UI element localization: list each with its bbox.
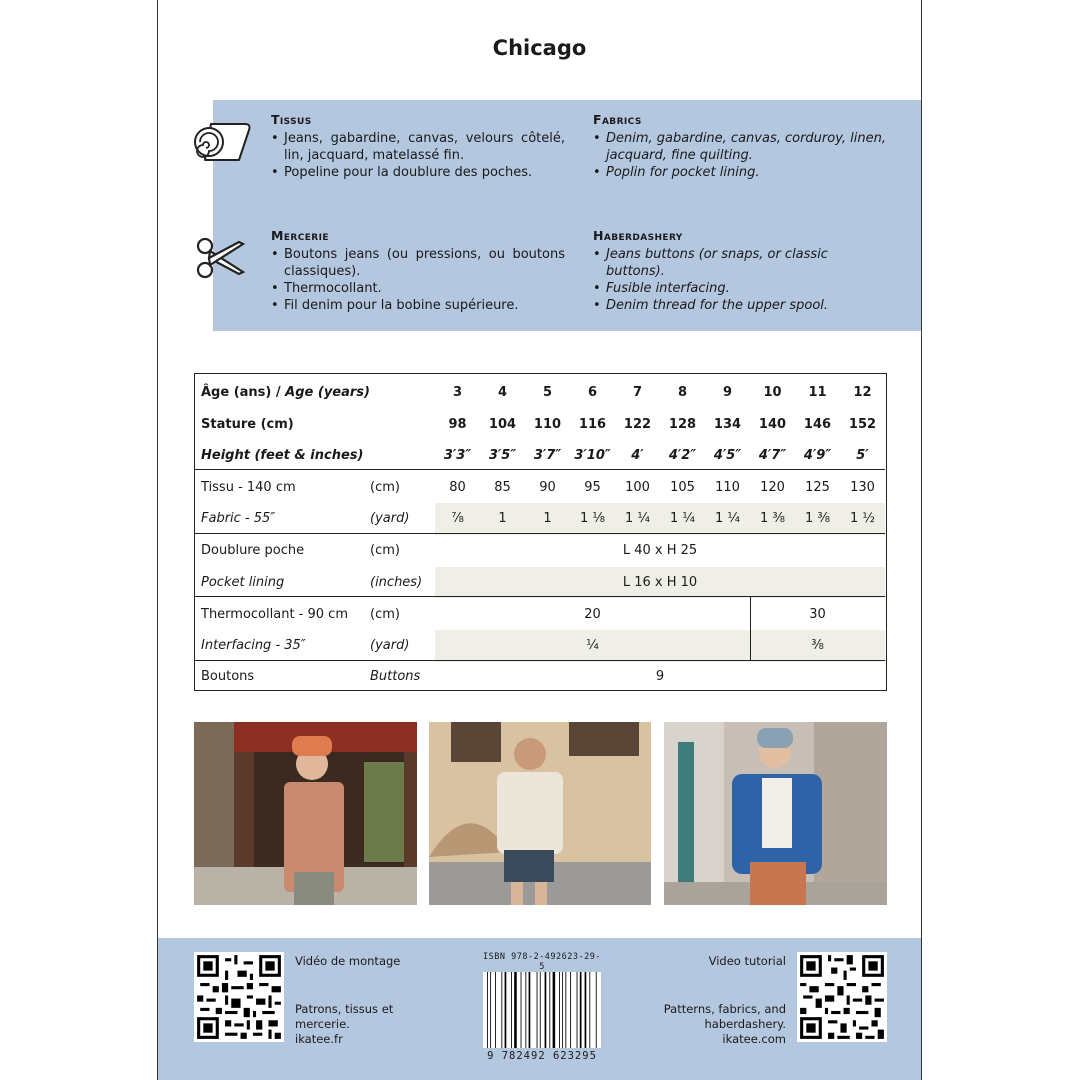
interfacing-en-unit: (yard)	[370, 638, 410, 653]
fabric-yard-cell: 1 ⅜	[804, 511, 830, 526]
ages-cell: 12	[853, 385, 872, 400]
fabrics-en-heading: Fabrics	[593, 112, 642, 127]
materials-panel	[213, 100, 922, 331]
table-row-stature	[195, 409, 885, 441]
height-cell: 4′5″	[713, 448, 742, 463]
table-row-lining-in	[195, 567, 885, 599]
buttons-en-label: Buttons	[370, 668, 421, 684]
table-row-age	[195, 377, 885, 409]
fabric-yard-cell: 1 ⅜	[759, 511, 785, 526]
footer-panel	[158, 938, 922, 1080]
list-item: • Fil denim pour la bobine supérieure.	[271, 297, 565, 314]
fabric-en-label: Fabric - 55″	[201, 511, 276, 526]
list-item: • Poplin for pocket lining.	[593, 164, 889, 181]
list-item: • Jeans buttons (or snaps, or classic buttons).	[593, 246, 889, 280]
isbn-barcode-block	[483, 952, 601, 1062]
haberdashery-en-section	[593, 227, 889, 314]
height-cell: 4′2″	[668, 448, 697, 463]
table-row-interfacing-cm	[195, 599, 885, 631]
ages-cell: 9	[722, 385, 733, 400]
shop-fr-text	[295, 1002, 393, 1047]
buttons-fr-label: Boutons	[201, 668, 255, 684]
page-title: Chicago	[492, 36, 587, 60]
fabric-yard-cell: ⅞	[451, 511, 464, 526]
height-cell: 3′5″	[488, 448, 517, 463]
haberdashery-fr-heading: Mercerie	[271, 228, 329, 243]
haberdashery-en-heading: Haberdashery	[593, 228, 683, 243]
lining-en-unit: (inches)	[370, 574, 423, 590]
stature-cell: 146	[803, 416, 832, 432]
fabric-cm-cell: 110	[715, 479, 740, 495]
fabric-yard-cell: 1 ½	[849, 511, 875, 526]
interfacing-yard-small: ¼	[586, 638, 599, 653]
table-row-fabric-cm	[195, 472, 885, 504]
list-item: • Thermocollant.	[271, 280, 565, 297]
list-item: • Denim thread for the upper spool.	[593, 297, 889, 314]
stature-cell: 152	[848, 416, 877, 432]
shop-fr-line1: Patrons, tissus et	[295, 1002, 394, 1016]
height-cell: 4′9″	[803, 448, 832, 463]
stature-cell: 110	[533, 416, 562, 432]
height-cell: 3′10″	[574, 448, 611, 463]
fabric-yard-cell: 1	[498, 511, 507, 526]
fabric-cm-cell: 95	[584, 479, 601, 495]
table-row-fabric-yard	[195, 503, 885, 535]
lining-fr-label: Doublure poche	[201, 543, 305, 558]
fabric-yard-cell: 1 ¼	[669, 511, 695, 526]
fabric-cm-cell: 125	[805, 479, 830, 495]
height-cell: 4′	[631, 448, 644, 463]
table-row-buttons	[195, 661, 885, 693]
shop-fr-line2: mercerie.	[295, 1017, 350, 1031]
buttons-count: 9	[655, 668, 665, 684]
ages-cell: 5	[542, 385, 553, 400]
ages-cell: 8	[677, 385, 688, 400]
video-en-label: Video tutorial	[708, 954, 786, 968]
shop-en-text	[648, 1002, 786, 1047]
interfacing-cm-large: 30	[809, 606, 826, 622]
fabric-roll-icon	[193, 118, 253, 164]
stature-cell: 116	[578, 416, 607, 432]
stature-cell: 128	[668, 416, 697, 432]
list-item: • Popeline pour la doublure des poches.	[271, 164, 565, 181]
isbn-label: ISBN 978-2-492623-29-5	[483, 952, 601, 972]
size-table	[194, 373, 887, 691]
table-row-lining-cm	[195, 535, 885, 567]
stature-cell: 134	[713, 416, 742, 432]
age-label-fr: Âge (ans) /	[201, 385, 286, 400]
stature-cell: 98	[448, 416, 467, 432]
fabric-yard-cell: 1 ¼	[624, 511, 650, 526]
photo-boy-pink-jacket	[194, 722, 417, 905]
scissors-icon	[195, 236, 247, 280]
fabric-cm-cell: 120	[760, 479, 785, 495]
fabrics-fr-section	[271, 111, 565, 181]
table-row-interfacing-yard	[195, 630, 885, 662]
stature-cell: 122	[623, 416, 652, 432]
list-item: • Jeans, gabardine, canvas, velours côtelé, lin, jacquard, matelassé fin.	[271, 130, 565, 164]
shop-en-line2: haberdashery.	[704, 1017, 786, 1031]
interfacing-yard-large: ⅜	[811, 638, 824, 653]
height-cell: 5′	[856, 448, 869, 463]
stature-label: Stature (cm)	[201, 416, 294, 432]
interfacing-cm-small: 20	[584, 606, 601, 622]
ages-cell: 6	[587, 385, 598, 400]
isbn-number: 9 782492 623295	[487, 1050, 597, 1062]
ages-cell: 11	[808, 385, 827, 400]
fabric-cm-cell: 100	[625, 479, 650, 495]
stature-cell: 140	[758, 416, 787, 432]
ages-cell: 7	[632, 385, 643, 400]
list-item: • Fusible interfacing.	[593, 280, 889, 297]
height-cell: 4′7″	[758, 448, 787, 463]
lining-fr-unit: (cm)	[370, 543, 400, 558]
photo-girl-white-jacket	[429, 722, 651, 905]
site-en-link[interactable]: ikatee.com	[722, 1032, 786, 1046]
fabric-fr-unit: (cm)	[370, 479, 400, 495]
height-cell: 3′7″	[533, 448, 562, 463]
interfacing-fr-label: Thermocollant - 90 cm	[201, 606, 348, 622]
photo-girl-denim-jacket	[664, 722, 887, 905]
lining-cm-value: L 40 x H 25	[622, 543, 698, 558]
age-label-en: Age (years)	[285, 385, 370, 400]
height-label: Height (feet & inches)	[201, 448, 364, 463]
site-fr-link[interactable]: ikatee.fr	[295, 1032, 343, 1046]
fabric-cm-cell: 90	[539, 479, 556, 495]
pattern-back-page	[157, 0, 922, 1080]
fabrics-fr-heading: Tissus	[271, 112, 312, 127]
fabric-en-unit: (yard)	[370, 511, 410, 526]
table-row-height	[195, 440, 885, 472]
height-cell: 3′3″	[443, 448, 472, 463]
interfacing-fr-unit: (cm)	[370, 606, 400, 622]
stature-cell: 104	[488, 416, 517, 432]
fabric-yard-cell: 1 ¼	[714, 511, 740, 526]
fabric-cm-cell: 85	[494, 479, 511, 495]
ages-cell: 4	[497, 385, 508, 400]
lining-en-label: Pocket lining	[201, 574, 285, 590]
barcode-icon	[483, 972, 601, 1048]
list-item: • Denim, gabardine, canvas, corduroy, linen, jacquard, fine quilting.	[593, 130, 889, 164]
fabric-cm-cell: 130	[850, 479, 875, 495]
fabric-yard-cell: 1	[543, 511, 552, 526]
shop-en-line1: Patterns, fabrics, and	[663, 1002, 786, 1016]
fabric-cm-cell: 80	[449, 479, 466, 495]
ages-cell: 10	[763, 385, 782, 400]
fabric-cm-cell: 105	[670, 479, 695, 495]
interfacing-en-label: Interfacing - 35″	[201, 638, 306, 653]
video-fr-label: Vidéo de montage	[295, 954, 401, 968]
qr-code-en-icon[interactable]	[797, 952, 887, 1042]
fabric-fr-label: Tissu - 140 cm	[201, 479, 296, 495]
ages-cell: 3	[452, 385, 463, 400]
haberdashery-fr-section	[271, 227, 565, 314]
list-item: • Boutons jeans (ou pressions, ou boutons classiques).	[271, 246, 565, 280]
qr-code-fr-icon[interactable]	[194, 952, 284, 1042]
fabric-yard-cell: 1 ⅛	[579, 511, 605, 526]
lining-in-value: L 16 x H 10	[622, 574, 698, 590]
fabrics-en-section	[593, 111, 889, 181]
